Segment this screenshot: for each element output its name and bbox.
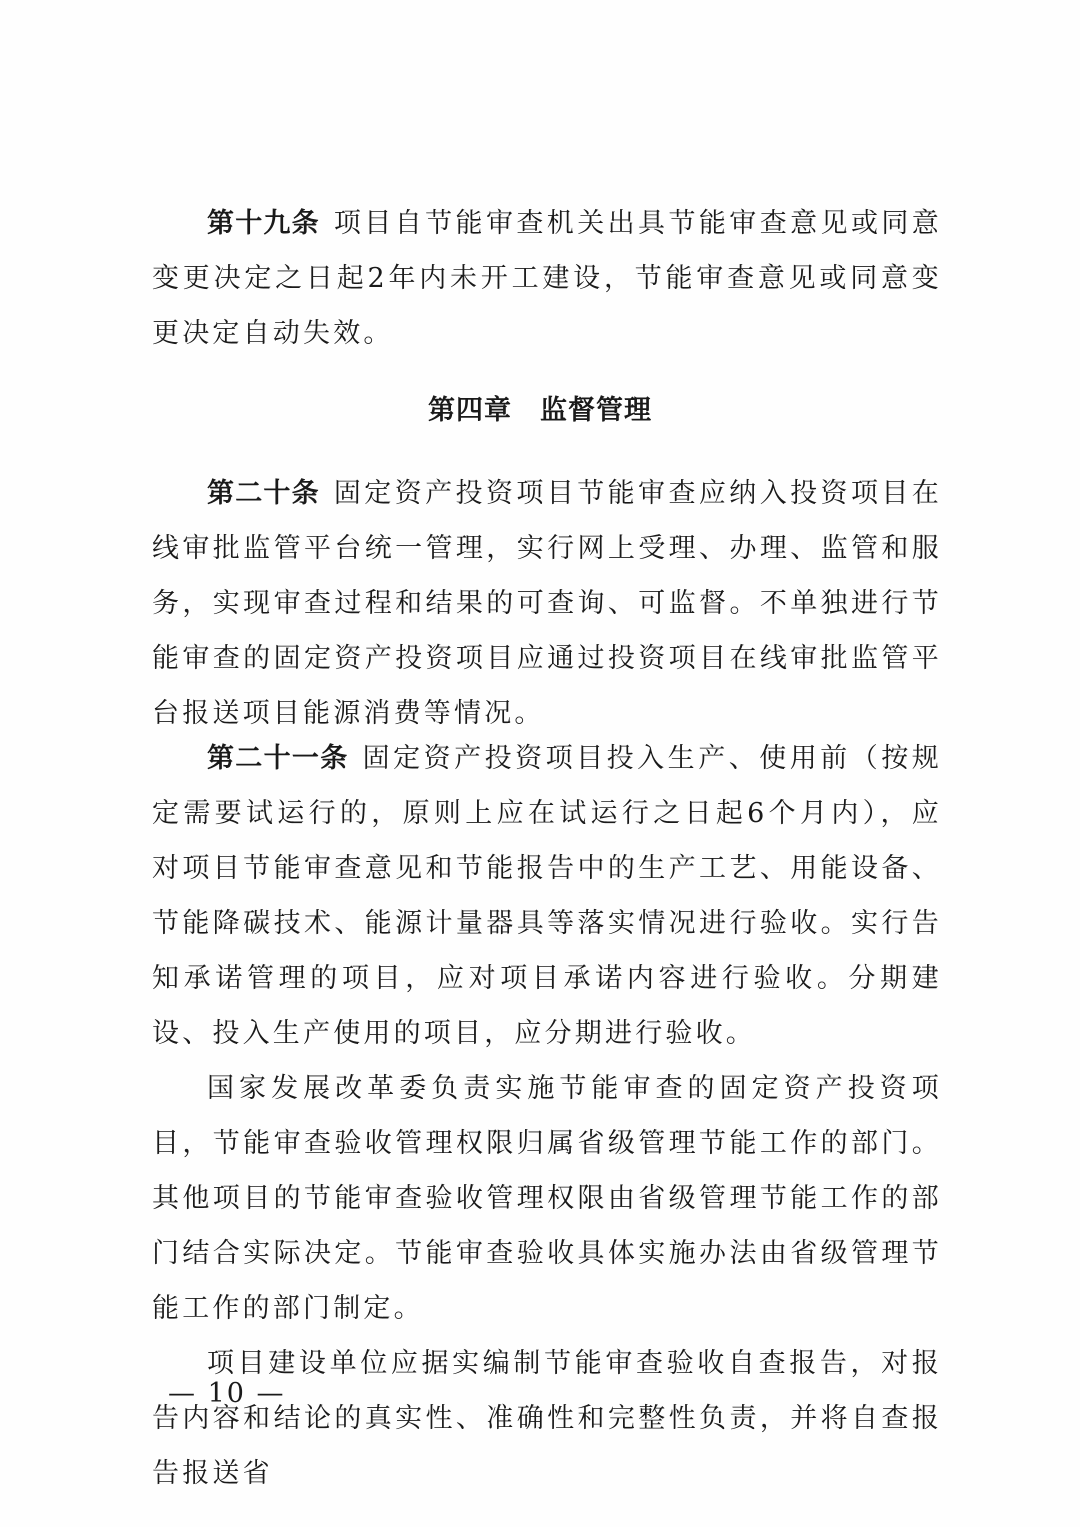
article-20-title: 第二十条 [207,478,320,509]
article-19-title: 第十九条 [207,208,320,239]
article-20-paragraph [152,466,942,741]
article-21-text: 固定资产投资项目投入生产、使用前（按规定需要试运行的，原则上应在试运行之日起6个月内），应对项目节能审查意见和节能报告中的生产工艺、用能设备、节能降碳技术、能源计量器具等落实情况进行验收。实行告知承诺管理的项目，应对项目承诺内容进行验收。分期建设、投入生产使用的项目，应分期进行验收。 [152,743,942,1049]
article-20-text: 固定资产投资项目节能审查应纳入投资项目在线审批监管平台统一管理，实行网上受理、办理、监管和服务，实现审查过程和结果的可查询、可监督。不单独进行节能审查的固定资产投资项目应通过投资项目在线审批监管平台报送项目能源消费等情况。 [152,478,943,729]
page-number: — 10 — [168,1378,286,1409]
article-21-paragraph-2: 国家发展改革委负责实施节能审查的固定资产投资项目，节能审查验收管理权限归属省级管理节能工作的部门。其他项目的节能审查验收管理权限由省级管理节能工作的部门结合实际决定。节能审查验收具体实施办法由省级管理节能工作的部门制定。 [152,1073,942,1324]
article-21-paragraph-3: 项目建设单位应据实编制节能审查验收自查报告，对报告内容和结论的真实性、准确性和完整性负责，并将自查报告报送省 [152,1348,942,1489]
article-21-title: 第二十一条 [207,743,349,774]
article-21-paragraph-1 [152,731,942,1061]
chapter-4-heading: 第四章 监督管理 [428,395,652,426]
article-19-text: 项目自节能审查机关出具节能审查意见或同意变更决定之日起2年内未开工建设，节能审查意见或同意变更决定自动失效。 [152,208,943,349]
article-19-paragraph [152,196,942,361]
